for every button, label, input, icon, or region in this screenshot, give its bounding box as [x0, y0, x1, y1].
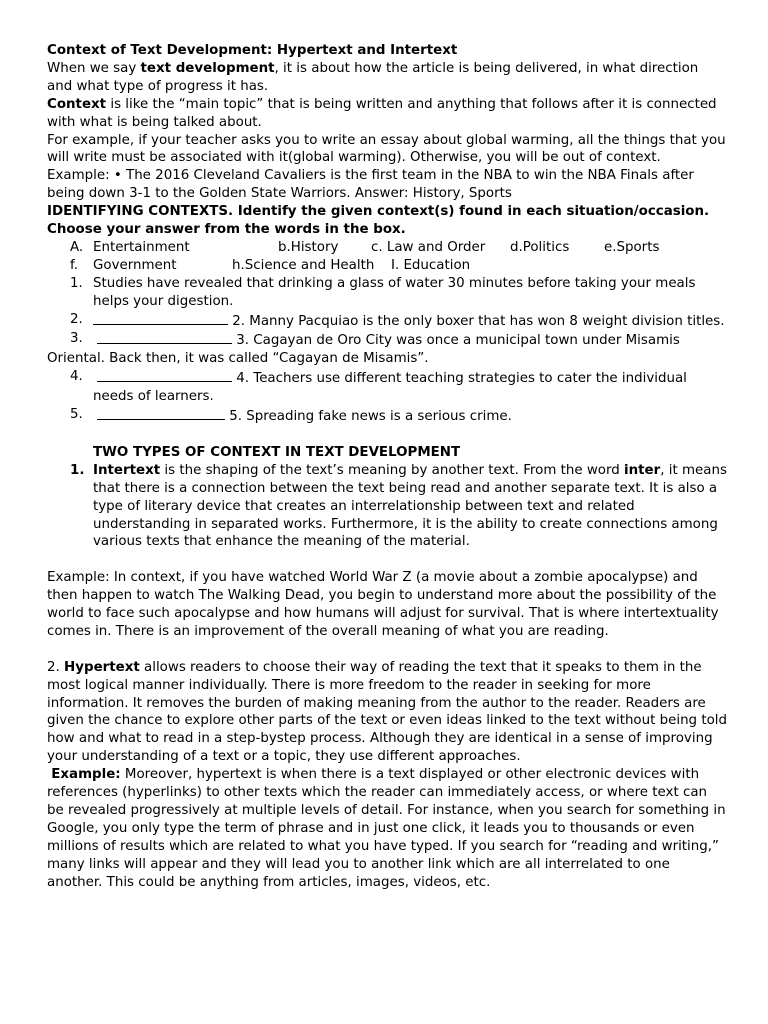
choice-item: d.Politics: [510, 239, 570, 255]
choice-item: h.Science and Health: [232, 257, 375, 273]
document-body: [47, 42, 727, 892]
choice-item: c. Law and Order: [371, 239, 486, 255]
answer-blank[interactable]: [97, 406, 225, 420]
section-heading: TWO TYPES OF CONTEXT IN TEXT DEVELOPMENT: [93, 444, 461, 460]
choices-row-1: [47, 239, 727, 257]
choice-item: I. Education: [391, 257, 471, 273]
document-title: Context of Text Development: Hypertext and Intertext: [47, 43, 458, 58]
choices-row-2: [47, 257, 727, 275]
intro-example: Example: • The 2016 Cleveland Cavaliers is the first team in the NBA to win the NBA Finals after being down 3-1 to the Golden State Warriors. Answer: History, Sports: [47, 168, 694, 202]
answer-blank[interactable]: [97, 330, 232, 344]
choice-marker: A.: [70, 239, 84, 255]
answer-blank[interactable]: [93, 311, 228, 325]
intertext-example: Example: In context, if you have watched World War Z (a movie about a zombie apocalypse) and then happen to watch The Walking Dead, you begin to understand more about the possibility of the world to face such apocalypse and how humans will adjust for survival. That is where intertextuality comes in. There is an improvement of the overall meaning of what you are reading.: [47, 570, 719, 639]
hypertext-definition: 2. Hypertext allows readers to choose their way of reading the text that it speaks to them in the most logical manner individually. There is more freedom to the reader in seeking for more information. It removes the burden of making meaning from the author to the reader. Readers are given the chance to explore other parts of the text or even ideas linked to the text without being told how and what to read in a step-bystep process. Although they are identical in a sense of improving your understanding of a text or a topic, they use different approaches.: [47, 659, 727, 765]
intertext-definition: 1. Intertext is the shaping of the text’s meaning by another text. From the word inter, it means that there is a connection between the text being read and another separate text. It is also a type of literary device that creates an interrelationship between text and related understanding in separated works. Furthermore, it is the ability to create connections among various texts that enhance the meaning of the material.: [70, 462, 727, 550]
intro-paragraph-1: When we say text development, it is about how the article is being delivered, in what direction and what type of progress it has.: [47, 60, 699, 94]
activity-item-1: 1. Studies have revealed that drinking a glass of water 30 minutes before taking your meals helps your digestion.: [70, 275, 696, 309]
activity-item-5: 5. 5. Spreading fake news is a serious crime.: [70, 407, 512, 425]
answer-blank[interactable]: [97, 368, 232, 382]
hypertext-example: Example: Moreover, hypertext is when there is a text displayed or other electronic devices with references (hyperlinks) to other texts which the reader can immediately access, or where text can be revealed progressively at multiple levels of detail. For instance, when you search for something in Google, you only type the term of phrase and in just one click, it leads you to thousands or even millions of results which are related to what you have typed. If you search for “reading and writing,” many links will appear and they will lead you to another link which are all interrelated to one another. This could be anything from articles, images, videos, etc.: [47, 767, 726, 890]
choice-item: b.History: [278, 239, 339, 255]
intro-paragraph-3: For example, if your teacher asks you to write an essay about global warming, all the things that you will write must be associated with it(global warming). Otherwise, you will be out of context.: [47, 132, 726, 166]
activity-item-4: 4. 4. Teachers use different teaching strategies to cater the individual needs of learners.: [70, 369, 687, 405]
choice-item: Government: [93, 257, 177, 273]
activity-item-2: 2. 2. Manny Pacquiao is the only boxer that has won 8 weight division titles.: [70, 311, 725, 329]
activity-item-3: 3. 3. Cagayan de Oro City was once a municipal town under Misamis Oriental. Back then, it was called “Cagayan de Misamis”.: [47, 331, 680, 367]
choice-item: e.Sports: [604, 239, 660, 255]
choice-item: Entertainment: [93, 239, 190, 255]
intro-paragraph-2: Context is like the “main topic” that is being written and anything that follows after it is connected with what is being talked about.: [47, 96, 717, 130]
activity-heading: IDENTIFYING CONTEXTS. Identify the given context(s) found in each situation/occasion. Choose your answer from the words in the box.: [47, 204, 710, 238]
choice-marker: f.: [70, 257, 78, 273]
